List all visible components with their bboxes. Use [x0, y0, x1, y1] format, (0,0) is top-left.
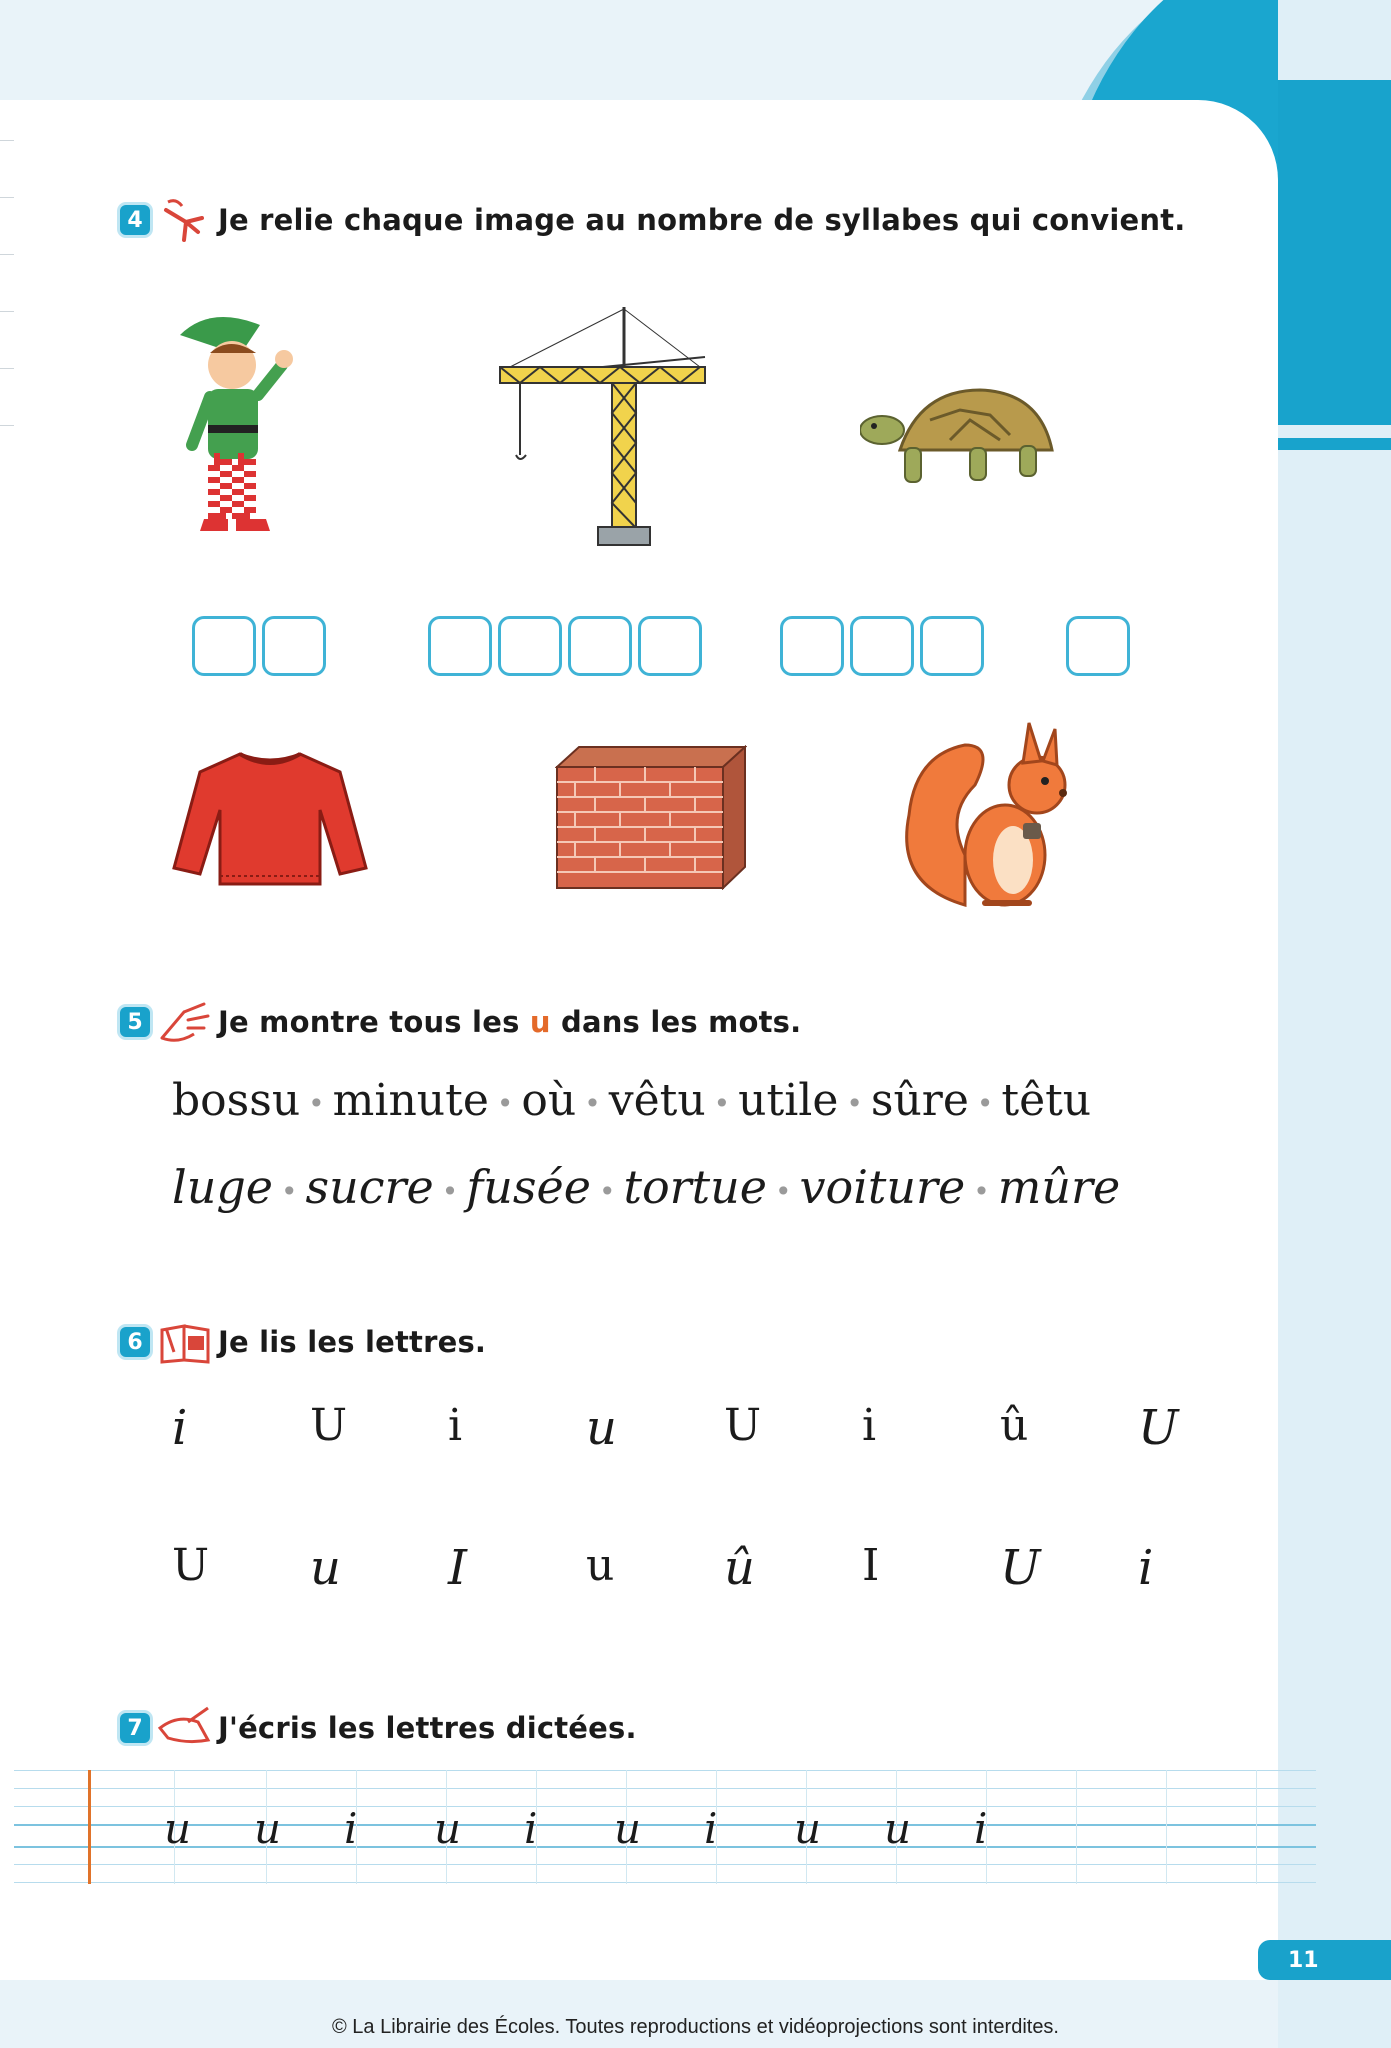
exercise-number: 5 [120, 1007, 150, 1037]
separator-dot: • [441, 1174, 459, 1208]
syllable-boxes-4[interactable] [428, 616, 702, 676]
letter[interactable]: U [310, 1400, 348, 1451]
exercise-number: 7 [120, 1713, 150, 1743]
syllable-box [1066, 616, 1130, 676]
syllable-box [428, 616, 492, 676]
crane-image [490, 305, 710, 550]
cursive-word-list [172, 1160, 1120, 1214]
syllable-box [192, 616, 256, 676]
instruction-before: Je montre tous les [218, 1005, 530, 1039]
separator-dot: • [713, 1087, 731, 1120]
word[interactable]: tortue [623, 1160, 767, 1214]
tortoise-image [860, 380, 1060, 500]
word[interactable]: voiture [799, 1160, 966, 1214]
syllable-boxes-3[interactable] [780, 616, 984, 676]
syllable-box [780, 616, 844, 676]
letter[interactable]: i [862, 1400, 877, 1451]
letter[interactable]: u [586, 1540, 615, 1591]
letter[interactable]: û [724, 1540, 755, 1596]
letter[interactable]: I [862, 1540, 880, 1591]
writing-hand-icon [158, 1704, 212, 1752]
exercise-6-header [120, 1318, 486, 1366]
sweater-image [170, 750, 370, 890]
instruction-after: dans les mots. [550, 1005, 802, 1039]
exercise-5-header [120, 998, 801, 1046]
letter[interactable]: i [448, 1400, 463, 1451]
right-color-band [1278, 80, 1391, 425]
dictated-letter: u [164, 1804, 192, 1853]
letter[interactable]: u [310, 1540, 341, 1596]
exercise-instruction: J'écris les lettres dictées. [218, 1711, 637, 1745]
syllable-box [568, 616, 632, 676]
syllable-boxes-1[interactable] [1066, 616, 1130, 676]
exercise-number: 6 [120, 1327, 150, 1357]
exercise-instruction: Je lis les lettres. [218, 1325, 487, 1359]
dictated-letter: i [524, 1804, 538, 1853]
letter[interactable]: U [1138, 1400, 1179, 1456]
word[interactable]: luge [172, 1160, 274, 1214]
syllable-box [920, 616, 984, 676]
exercise-instruction [218, 1005, 801, 1039]
word[interactable]: sucre [305, 1160, 434, 1214]
word[interactable]: minute [332, 1075, 489, 1126]
letter[interactable]: i [172, 1400, 188, 1456]
copyright-notice: © La Librairie des Écoles. Toutes reproductions et vidéoprojections sont interdites. [332, 2016, 1059, 2038]
letter[interactable]: U [724, 1400, 762, 1451]
separator-dot: • [976, 1087, 994, 1120]
highlighted-letter: u [529, 1005, 551, 1039]
syllable-boxes-2[interactable] [192, 616, 326, 676]
exercise-number: 4 [120, 205, 150, 235]
letter[interactable]: i [1138, 1540, 1154, 1596]
writing-lines[interactable] [14, 1766, 1316, 1886]
left-margin-ticks [0, 140, 14, 460]
word[interactable]: mûre [997, 1160, 1121, 1214]
separator-dot: • [496, 1087, 514, 1120]
dictated-letter: u [254, 1804, 282, 1853]
word[interactable]: bossu [172, 1075, 301, 1126]
exercise-4-header [120, 196, 1185, 244]
dictated-letter: i [974, 1804, 988, 1853]
hand-pointing-icon [158, 196, 212, 244]
print-word-list [172, 1075, 1091, 1126]
squirrel-image [905, 715, 1095, 915]
word[interactable]: fusée [466, 1160, 591, 1214]
elf-image [170, 305, 300, 545]
page-number: 11 [1258, 1940, 1391, 1980]
separator-dot: • [281, 1174, 298, 1208]
letter-grid [172, 1400, 1276, 1600]
letter[interactable]: U [172, 1540, 210, 1591]
syllable-box [638, 616, 702, 676]
word[interactable]: où [521, 1075, 577, 1126]
dictated-letter: u [794, 1804, 822, 1853]
word[interactable]: vêtu [608, 1075, 706, 1126]
letter[interactable]: I [448, 1540, 467, 1596]
word[interactable]: têtu [1001, 1075, 1092, 1126]
dictated-letter: i [704, 1804, 718, 1853]
brick-wall-image [555, 745, 747, 890]
letter[interactable]: û [1000, 1400, 1029, 1451]
exercise-7-header [120, 1704, 637, 1752]
separator-dot: • [973, 1174, 990, 1208]
separator-dot: • [598, 1174, 616, 1208]
syllable-box [850, 616, 914, 676]
word[interactable]: sûre [870, 1075, 969, 1126]
dictated-letter: u [614, 1804, 642, 1853]
exercise-instruction: Je relie chaque image au nombre de syllabes qui convient. [218, 203, 1186, 237]
syllable-box [498, 616, 562, 676]
letter[interactable]: u [586, 1400, 617, 1456]
separator-dot: • [584, 1087, 601, 1120]
separator-dot: • [308, 1087, 325, 1120]
syllable-box [262, 616, 326, 676]
open-book-icon [158, 1318, 212, 1366]
separator-dot: • [846, 1087, 863, 1120]
right-stripe [1278, 438, 1391, 450]
red-margin-line [88, 1770, 91, 1884]
word[interactable]: utile [738, 1075, 839, 1126]
dictated-letters [164, 1804, 1064, 1853]
hand-pointing-icon [158, 998, 212, 1046]
separator-dot: • [775, 1174, 792, 1208]
dictated-letter: i [344, 1804, 358, 1853]
dictated-letter: u [884, 1804, 912, 1853]
dictated-letter: u [434, 1804, 462, 1853]
letter[interactable]: U [1000, 1540, 1041, 1596]
